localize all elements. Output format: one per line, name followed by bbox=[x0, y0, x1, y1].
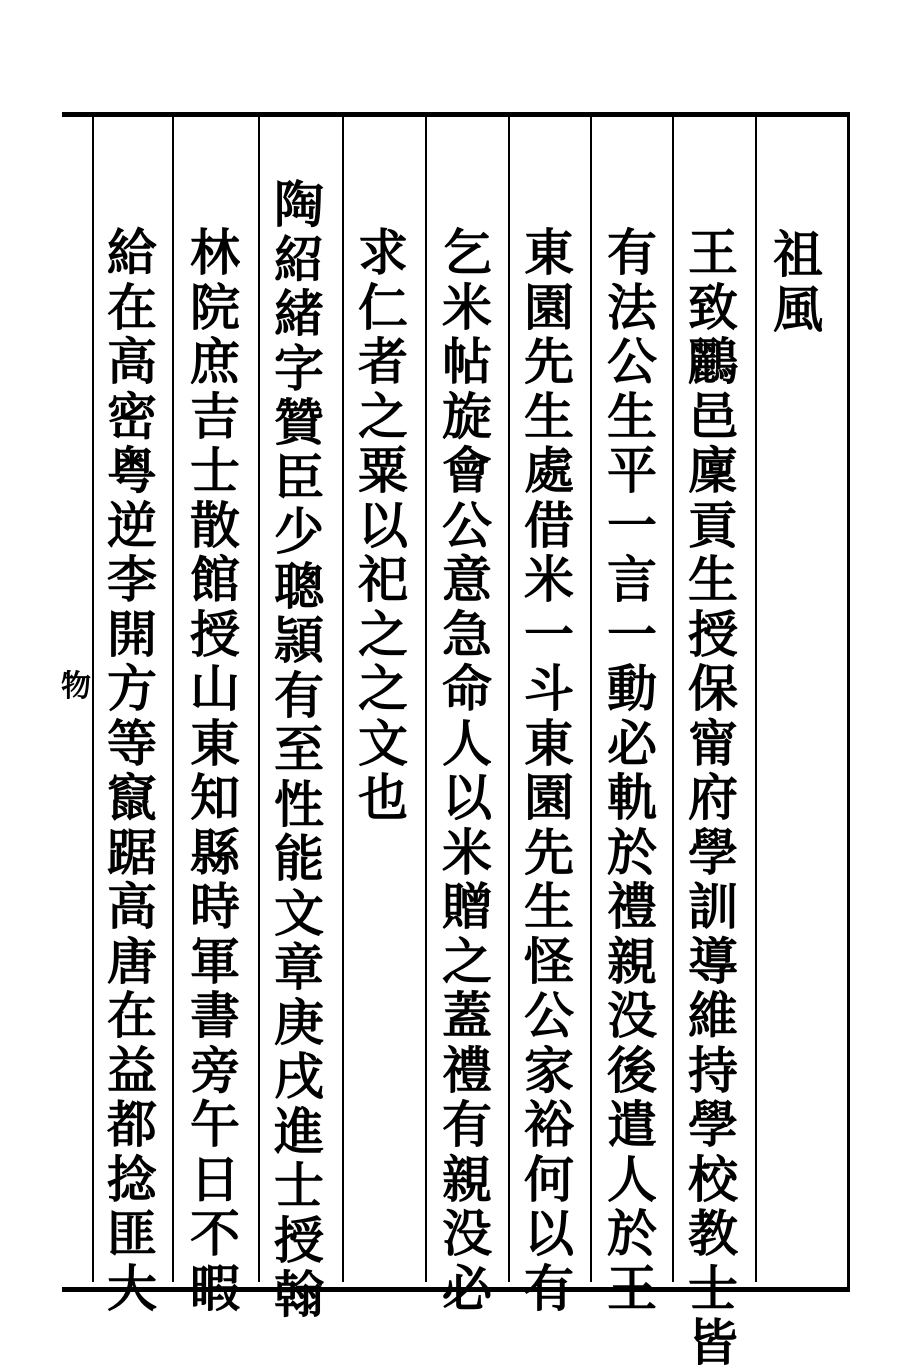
glyph: 學 bbox=[688, 822, 738, 882]
glyph: 粤 bbox=[107, 441, 157, 500]
glyph: 逆 bbox=[107, 495, 157, 555]
glyph: 不 bbox=[190, 1204, 240, 1263]
glyph: 午 bbox=[190, 1095, 240, 1154]
text-column bbox=[678, 223, 748, 1372]
glyph: 先 bbox=[524, 332, 574, 391]
glyph: 在 bbox=[107, 986, 157, 1045]
glyph: 蓋 bbox=[442, 986, 492, 1045]
glyph: 一 bbox=[524, 604, 574, 664]
glyph: 東 bbox=[524, 713, 574, 773]
text-column bbox=[264, 175, 334, 1324]
glyph: 方 bbox=[107, 659, 157, 718]
glyph: 没 bbox=[442, 1204, 492, 1263]
column-rule bbox=[590, 117, 592, 1282]
text-column bbox=[597, 223, 667, 1318]
glyph: 米 bbox=[442, 822, 492, 882]
glyph: 軌 bbox=[607, 768, 657, 827]
glyph: 致 bbox=[688, 277, 738, 337]
column-rule bbox=[172, 117, 174, 1282]
glyph: 高 bbox=[107, 877, 157, 936]
glyph: 贊 bbox=[274, 393, 324, 452]
column-rule bbox=[508, 117, 510, 1282]
glyph: 廩 bbox=[688, 441, 738, 500]
glyph: 於 bbox=[607, 822, 657, 882]
glyph: 先 bbox=[524, 822, 574, 882]
glyph: 禮 bbox=[442, 1040, 492, 1100]
glyph: 裕 bbox=[524, 1095, 574, 1154]
text-column bbox=[180, 223, 250, 1318]
glyph: 旋 bbox=[442, 386, 492, 446]
glyph: 有 bbox=[524, 1258, 574, 1318]
glyph: 帖 bbox=[442, 332, 492, 391]
glyph: 動 bbox=[607, 659, 657, 718]
glyph: 教 bbox=[688, 1204, 738, 1263]
column-rule bbox=[258, 117, 260, 1282]
glyph: 訓 bbox=[688, 877, 738, 936]
text-column bbox=[432, 223, 502, 1318]
glyph: 以 bbox=[524, 1204, 574, 1263]
glyph: 高 bbox=[107, 332, 157, 391]
glyph: 給 bbox=[107, 223, 157, 282]
glyph: 翰 bbox=[274, 1265, 324, 1324]
glyph: 會 bbox=[442, 441, 492, 500]
glyph: 於 bbox=[607, 1204, 657, 1263]
glyph: 米 bbox=[442, 277, 492, 337]
glyph: 意 bbox=[442, 550, 492, 609]
glyph: 士 bbox=[190, 441, 240, 500]
glyph: 庚 bbox=[274, 992, 324, 1052]
glyph: 暇 bbox=[190, 1258, 240, 1318]
glyph: 公 bbox=[607, 332, 657, 391]
glyph: 言 bbox=[607, 550, 657, 609]
glyph: 字 bbox=[274, 338, 324, 398]
glyph: 性 bbox=[274, 774, 324, 834]
glyph: 吉 bbox=[190, 386, 240, 446]
glyph: 保 bbox=[688, 659, 738, 718]
glyph: 少 bbox=[274, 502, 324, 561]
glyph: 在 bbox=[107, 277, 157, 337]
glyph: 踞 bbox=[107, 822, 157, 882]
glyph: 一 bbox=[607, 604, 657, 664]
glyph: 竄 bbox=[107, 768, 157, 827]
glyph: 李 bbox=[107, 550, 157, 609]
glyph: 法 bbox=[607, 277, 657, 337]
column-rule bbox=[755, 117, 757, 1282]
glyph: 府 bbox=[688, 768, 738, 827]
glyph: 生 bbox=[524, 877, 574, 936]
glyph: 館 bbox=[190, 550, 240, 609]
glyph: 皆 bbox=[688, 1313, 738, 1372]
glyph: 也 bbox=[358, 768, 408, 827]
glyph: 唐 bbox=[107, 931, 157, 991]
glyph: 必 bbox=[607, 713, 657, 773]
glyph: 處 bbox=[524, 441, 574, 500]
glyph: 之 bbox=[358, 604, 408, 664]
glyph: 後 bbox=[607, 1040, 657, 1100]
glyph: 親 bbox=[442, 1149, 492, 1209]
glyph: 文 bbox=[274, 883, 324, 943]
glyph: 都 bbox=[107, 1095, 157, 1154]
glyph: 頴 bbox=[274, 611, 324, 670]
glyph: 緒 bbox=[274, 284, 324, 343]
glyph: 借 bbox=[524, 495, 574, 555]
glyph: 旁 bbox=[190, 1040, 240, 1100]
glyph: 以 bbox=[358, 495, 408, 555]
glyph: 庶 bbox=[190, 332, 240, 391]
glyph: 必 bbox=[442, 1258, 492, 1318]
glyph: 園 bbox=[524, 768, 574, 827]
glyph: 維 bbox=[688, 986, 738, 1045]
glyph: 公 bbox=[442, 495, 492, 555]
glyph: 陶 bbox=[274, 175, 324, 234]
glyph: 縣 bbox=[190, 822, 240, 882]
glyph: 大 bbox=[107, 1258, 157, 1318]
glyph: 命 bbox=[442, 659, 492, 718]
glyph: 密 bbox=[107, 386, 157, 446]
glyph: 鸝 bbox=[688, 332, 738, 391]
text-column bbox=[97, 223, 167, 1318]
glyph: 祖 bbox=[773, 225, 823, 284]
glyph: 等 bbox=[107, 713, 157, 773]
glyph: 有 bbox=[442, 1095, 492, 1154]
glyph: 之 bbox=[442, 931, 492, 991]
glyph: 邑 bbox=[688, 386, 738, 446]
glyph: 急 bbox=[442, 604, 492, 664]
glyph: 園 bbox=[524, 277, 574, 337]
glyph: 院 bbox=[190, 277, 240, 337]
glyph: 有 bbox=[607, 223, 657, 282]
glyph: 益 bbox=[107, 1040, 157, 1100]
glyph: 之 bbox=[358, 386, 408, 446]
margin-label: 物 bbox=[61, 669, 91, 704]
glyph: 平 bbox=[607, 441, 657, 500]
glyph: 一 bbox=[607, 495, 657, 555]
glyph: 祀 bbox=[358, 550, 408, 609]
glyph: 開 bbox=[107, 604, 157, 664]
text-column bbox=[763, 225, 833, 339]
glyph: 公 bbox=[524, 986, 574, 1045]
text-column bbox=[514, 223, 584, 1318]
glyph: 貢 bbox=[688, 495, 738, 555]
glyph: 授 bbox=[688, 604, 738, 664]
glyph: 王 bbox=[688, 223, 738, 282]
column-rule bbox=[672, 117, 674, 1282]
glyph: 何 bbox=[524, 1149, 574, 1209]
glyph: 山 bbox=[190, 659, 240, 718]
glyph: 怪 bbox=[524, 931, 574, 991]
glyph: 聰 bbox=[274, 556, 324, 616]
glyph: 生 bbox=[688, 550, 738, 609]
glyph: 生 bbox=[607, 386, 657, 446]
glyph: 生 bbox=[524, 386, 574, 446]
glyph: 能 bbox=[274, 829, 324, 888]
glyph: 没 bbox=[607, 986, 657, 1045]
glyph: 贈 bbox=[442, 877, 492, 936]
column-rule bbox=[342, 117, 344, 1282]
glyph: 求 bbox=[358, 223, 408, 282]
glyph: 王 bbox=[607, 1258, 657, 1318]
glyph: 至 bbox=[274, 720, 324, 779]
glyph: 進 bbox=[274, 1101, 324, 1161]
glyph: 以 bbox=[442, 768, 492, 827]
glyph: 臣 bbox=[274, 447, 324, 507]
glyph: 書 bbox=[190, 986, 240, 1045]
glyph: 校 bbox=[688, 1149, 738, 1209]
glyph: 家 bbox=[524, 1040, 574, 1100]
glyph: 米 bbox=[524, 550, 574, 609]
glyph: 甯 bbox=[688, 713, 738, 773]
glyph: 之 bbox=[358, 659, 408, 718]
glyph: 人 bbox=[442, 713, 492, 773]
glyph: 匪 bbox=[107, 1204, 157, 1263]
glyph: 親 bbox=[607, 931, 657, 991]
glyph: 仁 bbox=[358, 277, 408, 337]
glyph: 士 bbox=[688, 1258, 738, 1318]
glyph: 東 bbox=[524, 223, 574, 282]
glyph: 捻 bbox=[107, 1149, 157, 1209]
glyph: 戌 bbox=[274, 1047, 324, 1106]
glyph: 散 bbox=[190, 495, 240, 555]
glyph: 軍 bbox=[190, 931, 240, 991]
glyph: 日 bbox=[190, 1149, 240, 1209]
glyph: 東 bbox=[190, 713, 240, 773]
glyph: 學 bbox=[688, 1095, 738, 1154]
glyph: 紹 bbox=[274, 229, 324, 289]
glyph: 林 bbox=[190, 223, 240, 282]
glyph: 導 bbox=[688, 931, 738, 991]
glyph: 粟 bbox=[358, 441, 408, 500]
glyph: 士 bbox=[274, 1156, 324, 1215]
glyph: 人 bbox=[607, 1149, 657, 1209]
glyph: 遣 bbox=[607, 1095, 657, 1154]
glyph: 風 bbox=[773, 279, 823, 339]
glyph: 斗 bbox=[524, 659, 574, 718]
glyph: 乞 bbox=[442, 223, 492, 282]
glyph: 禮 bbox=[607, 877, 657, 936]
glyph: 有 bbox=[274, 665, 324, 725]
glyph: 時 bbox=[190, 877, 240, 936]
glyph: 授 bbox=[190, 604, 240, 664]
glyph: 文 bbox=[358, 713, 408, 773]
glyph: 知 bbox=[190, 768, 240, 827]
glyph: 持 bbox=[688, 1040, 738, 1100]
glyph: 授 bbox=[274, 1210, 324, 1270]
text-column bbox=[348, 223, 418, 827]
glyph: 者 bbox=[358, 332, 408, 391]
glyph: 章 bbox=[274, 938, 324, 997]
column-rule bbox=[425, 117, 427, 1282]
